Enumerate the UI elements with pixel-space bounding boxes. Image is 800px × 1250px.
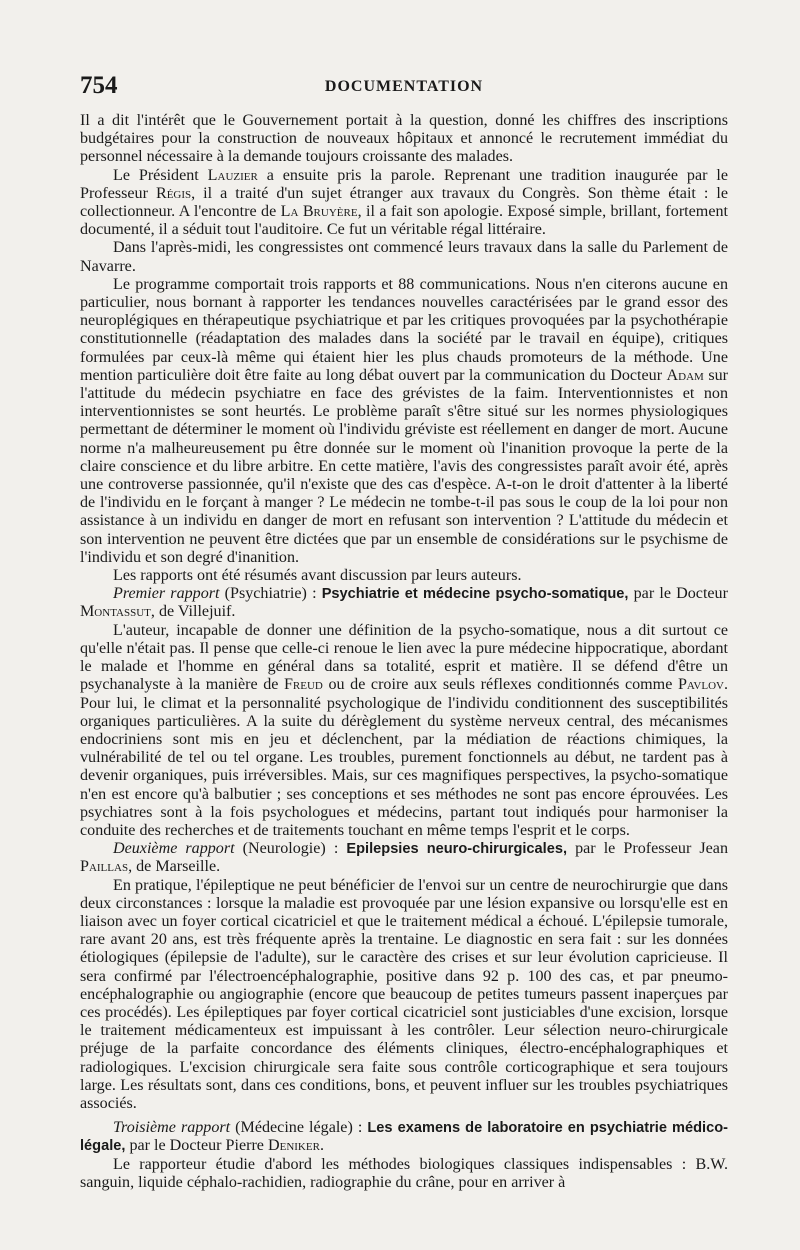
person-name: Régis	[155, 184, 192, 202]
report-label: Deuxième rapport	[113, 840, 235, 858]
report-field: (Médecine légale) :	[230, 1119, 368, 1137]
text-run: , il a traité d'un sujet étranger aux travaux du Congrès. Son thème était : le collectionneur. A l'encontre de	[80, 184, 728, 221]
paragraph	[80, 1156, 728, 1192]
text-run: En pratique, l'épileptique ne peut bénéficier de l'envoi sur un centre de neurochirurgie que dans deux circonstances : lorsque la maladie est provoquée par une lésion expansive ou lorsqu'elle est en liaison avec un foyer cortical cicatriciel et que le traitement médical a échoué. L'épilepsie tumorale, rare avant 20 ans, est très fréquente après la trentaine. Le diagnostic en sera fait : sur les données étiologiques (épilepsie de l'adulte), sur le caractère des crises et sur leur évolution capricieuse. Il sera confirmé par l'électroencéphalographie, positive dans 92 p. 100 des cas, et par pneumo-encéphalographie ou angiographie (encore que beaucoup de petites tumeurs passent inaperçues par ces procédés). Les épileptiques par foyer cortical cicatriciel sont justiciables d'une excision, lorsque le traitement médicamenteux est impuissant à les contrôler. Leur sélection neuro-chirurgicale préjuge de la parfaite concordance des éléments cliniques, électro-encéphalographiques et radiologiques. L'excision chirurgicale sera faite sous contrôle corticographique et sera toujours large. Les résultats sont, dans ces conditions, bons, et peuvent influer sur les troubles psychiatriques associés.	[80, 876, 728, 1112]
report-field: (Neurologie) :	[234, 840, 347, 858]
text-run: .	[319, 1137, 324, 1155]
report-heading	[80, 840, 728, 876]
person-name: Pavlov	[677, 676, 724, 694]
person-name: Freud	[283, 676, 323, 694]
text-run: par le Docteur	[628, 585, 728, 603]
report-title: Psychiatrie et médecine psycho-somatique,	[321, 586, 629, 603]
report-label: Premier rapport	[113, 585, 220, 603]
text-run: L'auteur, incapable de donner une définition de la psycho-somatique, nous a dit surtout ce qu'elle n'était pas. Il pense que celle-ci renoue le lien avec la pure médecine hippocratique, abordant le malade et l'homme en général dans sa totalité, esprit et matière. Il se défend d'être un psychanalyste à la manière de	[80, 621, 728, 694]
text-run: Le programme comportait trois rapports et 88 communications. Nous n'en citerons aucune en particulier, nous bornant à rapporter les tendances nouvelles caractérisées par le grand essor des neuroplégiques en thérapeutique psychiatrique et par les critiques provoquées par la psychothérapie constitutionnelle (réadaptation des malades dans la société par le travail en équipe), critiques formulées par ceux-là même qui étaient hier les plus chauds promoteurs de la méthode. Une mention particulière doit être faite au long débat ouvert par la communication du Docteur	[80, 275, 728, 384]
report-label: Troisième rapport	[113, 1119, 231, 1137]
text-run: sur l'attitude du médecin psychiatre en face des grévistes de la faim. Interventionnistes et non interventionnistes se sont heurtés. Le problème paraît s'être situé sur les normes physiologiques permettant de déterminer le moment où l'individu gréviste est réellement en danger de mort. Aucune norme n'a malheureusement pu être donnée sur le moment où l'inanition provoque la perte de la claire conscience et du libre arbitre. En cette matière, l'avis des congressistes paraît avoir été, après une controverse passionnée, qu'il n'existe que des cas d'espèce. A-t-on le droit d'attenter à la liberté de l'individu en le forçant à manger ? Le médecin ne tombe-t-il pas sous le coup de la loi pour non assistance à un individu en danger de mort en refusant son intervention ? L'attitude du médecin et son intervention ne peuvent être dictées que par un ensemble de considérations sur le psychisme de l'individu et son degré d'inanition.	[80, 366, 728, 566]
text-run: Le rapporteur étudie d'abord les méthodes biologiques classiques indispensables : B.W. sanguin, liquide céphalo-rachidien, radiographie du crâne, pour en arriver à	[80, 1155, 728, 1191]
text-run: . Pour lui, le climat et la personnalité psychologique de l'individu conditionnent des susceptibilités organiques particulières. A la suite du dérèglement du système nerveux central, des mécanismes endocriniens sont mis en jeu et déclenchent, par la médiation de réactions chimiques, la vulnérabilité de tel ou tel organe. Les troubles, purement fonctionnels au début, ne tardent pas à devenir organiques, puis irréversibles. Mais, sur ces magnifiques perspectives, la psycho-somatique n'en est encore qu'à balbutier ; ses conceptions et ses méthodes ne sont pas encore éprouvées. Les psychiatres sont à la fois psychologues et médecins, partant tout indiqués pour harmoniser la conduite des recherches et de traitements touchant en même temps l'esprit et le corps.	[80, 676, 728, 839]
paragraph	[80, 239, 728, 275]
person-name: Lauzier	[207, 166, 258, 184]
report-field: (Psychiatrie) :	[219, 585, 322, 603]
report-heading	[80, 1119, 728, 1155]
text-run: Dans l'après-midi, les congressistes ont commencé leurs travaux dans la salle du Parlement de Navarre.	[80, 239, 728, 275]
person-name: Paillas	[80, 858, 129, 876]
report-title: Epilepsies neuro-chirurgicales,	[346, 841, 568, 858]
text-run: , il a fait son apologie. Exposé simple, brillant, fortement documenté, il a séduit tout l'auditoire. Ce fut un véritable régal littéraire.	[80, 203, 728, 239]
person-name: Adam	[666, 366, 704, 384]
person-name: La Bruyère	[280, 203, 358, 221]
report-title: Les examens de laboratoire en psychiatrie médico-légale,	[80, 1120, 728, 1155]
text-run: par le Professeur Jean	[567, 840, 728, 858]
text-run: Le Président	[113, 166, 208, 184]
report-heading	[80, 585, 728, 621]
paragraph	[80, 622, 728, 840]
text-run: ou de croire aux seuls réflexes conditionnés comme	[322, 676, 678, 694]
person-name: Deniker	[267, 1137, 320, 1155]
body-text	[80, 112, 728, 1192]
person-name: Montassut	[80, 603, 151, 621]
text-run: Les rapports ont été résumés avant discussion par leurs auteurs.	[113, 567, 522, 585]
text-run: par le Docteur Pierre	[125, 1137, 268, 1155]
page-number: 754	[80, 72, 118, 99]
paragraph	[80, 567, 728, 585]
paragraph	[80, 167, 728, 240]
running-head: DOCUMENTATION	[324, 78, 484, 95]
text-run: , de Villejuif.	[150, 603, 236, 621]
text-run: a ensuite pris la parole. Reprenant une tradition inaugurée par le Professeur	[80, 166, 728, 202]
paragraph	[80, 877, 728, 1114]
text-run: , de Marseille.	[128, 858, 221, 876]
text-run: Il a dit l'intérêt que le Gouvernement portait à la question, donné les chiffres des inscriptions budgétaires pour la construction de nouveaux hôpitaux et annoncé le recrutement immédiat du personnel nécessaire à la demande toujours croissante des malades.	[80, 112, 728, 166]
paragraph	[80, 276, 728, 567]
page-header	[80, 72, 728, 112]
paragraph	[80, 112, 728, 167]
